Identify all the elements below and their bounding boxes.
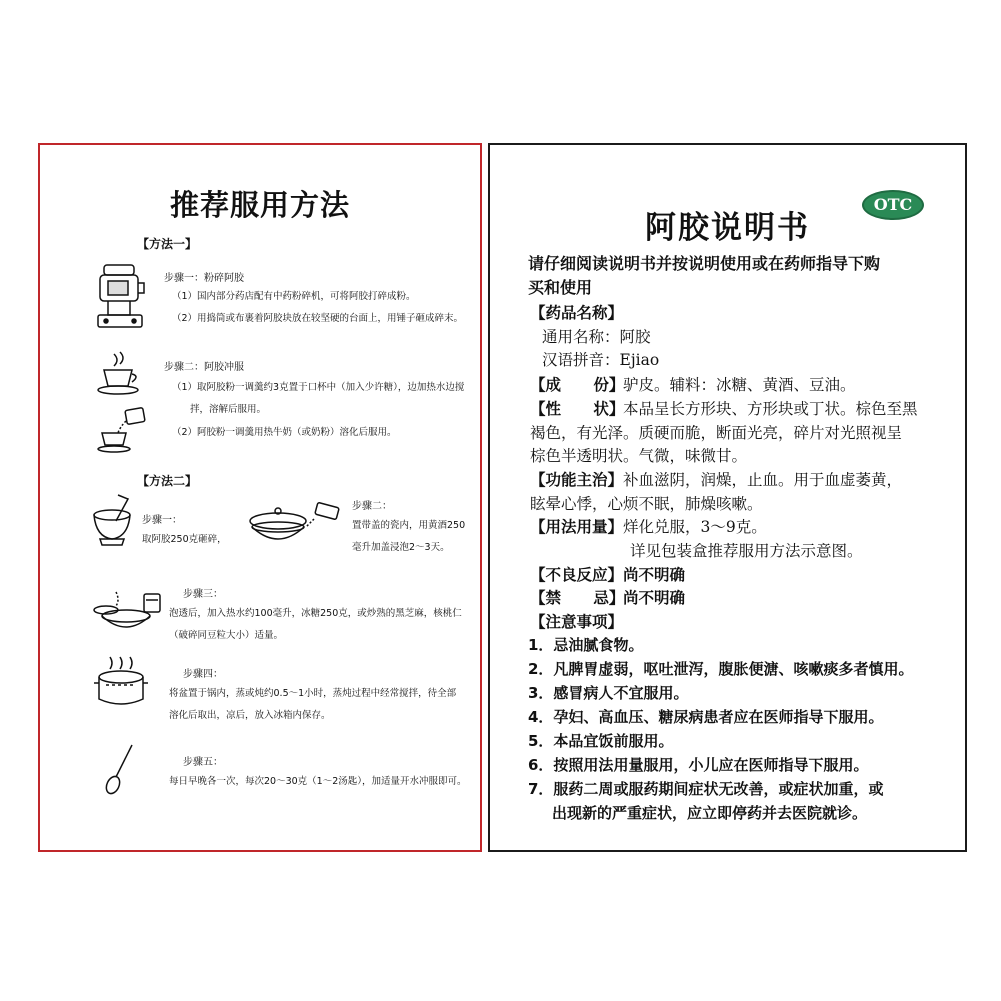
contraindications-text: 尚不明确	[623, 589, 686, 607]
generic-name: 通用名称：阿胶	[542, 328, 651, 346]
m1-step2-line: 拌，溶解后服用。	[190, 404, 267, 415]
intro-text: 买和使用	[528, 278, 593, 297]
mortar-pestle-icon	[90, 493, 136, 547]
m2-step2-line: 毫升加盖浸泡2～3天。	[352, 542, 450, 553]
note-item: 7．服药二周或服药期间症状无改善，或症状加重，或	[528, 780, 884, 798]
m2-step5-text: 每日早晚各一次，每次20～30克（1～2汤匙），加适量开水冲服即可。	[169, 776, 467, 787]
properties-line: 褐色，有光泽。质硬而脆，断面光亮，碎片对光照视呈	[530, 424, 903, 442]
method2-heading: 【方法二】	[137, 474, 198, 488]
m2-step1-text: 取阿胶250克砸碎，	[142, 534, 227, 545]
ingredients-label: 【成 份】	[530, 376, 625, 394]
intro-text: 请仔细阅读说明书并按说明使用或在药师指导下购	[528, 254, 881, 273]
indications-label: 【功能主治】	[530, 471, 624, 489]
m2-step4-title: 步骤四：	[183, 669, 223, 680]
dosage-line: 详见包装盒推荐服用方法示意图。	[630, 542, 863, 560]
m1-step1-line: （1）国内部分药店配有中药粉碎机，可将阿胶打碎成粉。	[172, 291, 416, 302]
bowl-ingredients-icon	[92, 590, 164, 636]
dosage-line: 烊化兑服，3～9克。	[623, 518, 767, 536]
m1-step2-line: （2）阿胶粉一调羹用热牛奶（或奶粉）溶化后服用。	[172, 427, 397, 438]
adverse-label: 【不良反应】	[530, 566, 624, 584]
cup-steam-icon	[96, 350, 142, 396]
grinder-icon	[94, 261, 146, 333]
note-item: 5．本品宜饭前服用。	[528, 732, 674, 750]
ingredients-text: 驴皮。辅料：冰糖、黄酒、豆油。	[623, 376, 856, 394]
steaming-pot-icon	[92, 655, 150, 713]
m2-step2-line: 置带盖的瓷内，用黄酒250	[352, 520, 466, 531]
note-item: 2．凡脾胃虚弱，呕吐泄泻，腹胀便溏、咳嗽痰多者慎用。	[528, 660, 914, 678]
note-item: 出现新的严重症状，应立即停药并去医院就诊。	[552, 804, 868, 822]
recommended-usage-panel	[38, 143, 482, 852]
note-item: 6．按照用法用量服用，小儿应在医师指导下服用。	[528, 756, 869, 774]
instructions-panel	[488, 143, 967, 852]
m2-step3-title: 步骤三：	[183, 589, 223, 600]
pour-milk-icon	[96, 407, 148, 453]
m2-step1-title: 步骤一：	[142, 515, 182, 526]
properties-line: 棕色半透明状。气微，味微甘。	[530, 447, 748, 465]
contraindications-label: 【禁 忌】	[530, 589, 625, 607]
m2-step3-line: （破碎同豆粒大小）适量。	[169, 630, 284, 641]
indications-line: 补血滋阴，润燥，止血。用于血虚萎黄，	[623, 471, 903, 489]
m1-step2-title: 步骤二：阿胶冲服	[164, 362, 244, 373]
covered-bowl-icon	[246, 501, 344, 549]
m2-step5-title: 步骤五：	[183, 757, 223, 768]
otc-badge: OTC	[862, 190, 924, 220]
m1-step1-line: （2）用捣筒或布裹着阿胶块放在较坚硬的台面上，用锤子砸成碎末。	[172, 313, 464, 324]
dosage-label: 【用法用量】	[530, 518, 624, 536]
note-item: 1．忌油腻食物。	[528, 636, 644, 654]
drug-name-label: 【药品名称】	[530, 304, 624, 322]
note-item: 4．孕妇、高血压、糖尿病患者应在医师指导下服用。	[528, 708, 884, 726]
panel-title: 阿胶说明书	[645, 210, 810, 246]
m1-step1-title: 步骤一：粉碎阿胶	[164, 273, 244, 284]
m2-step4-line: 溶化后取出，凉后，放入冰箱内保存。	[169, 710, 331, 721]
m2-step3-line: 泡透后，加入热水约100毫升，冰糖250克，或炒熟的黑芝麻，核桃仁	[169, 608, 462, 619]
adverse-text: 尚不明确	[623, 566, 686, 584]
properties-line: 本品呈长方形块、方形块或丁状。棕色至黑	[623, 400, 918, 418]
m2-step4-line: 将盆置于锅内，蒸或炖约0.5～1小时，蒸炖过程中经常搅拌，待全部	[169, 688, 457, 699]
indications-line: 眩晕心悸，心烦不眠，肺燥咳嗽。	[530, 495, 763, 513]
note-item: 3．感冒病人不宜服用。	[528, 684, 689, 702]
notes-label: 【注意事项】	[530, 613, 624, 631]
properties-label: 【性 状】	[530, 400, 625, 418]
pinyin-name: 汉语拼音：Ejiao	[542, 351, 660, 369]
m2-step2-title: 步骤二：	[352, 501, 392, 512]
spoon-icon	[104, 743, 138, 795]
m1-step2-line: （1）取阿胶粉一调羹约3克置于口杯中（加入少许糖），边加热水边搅	[172, 382, 465, 393]
method1-heading: 【方法一】	[137, 237, 198, 251]
panel-title: 推荐服用方法	[169, 188, 350, 222]
